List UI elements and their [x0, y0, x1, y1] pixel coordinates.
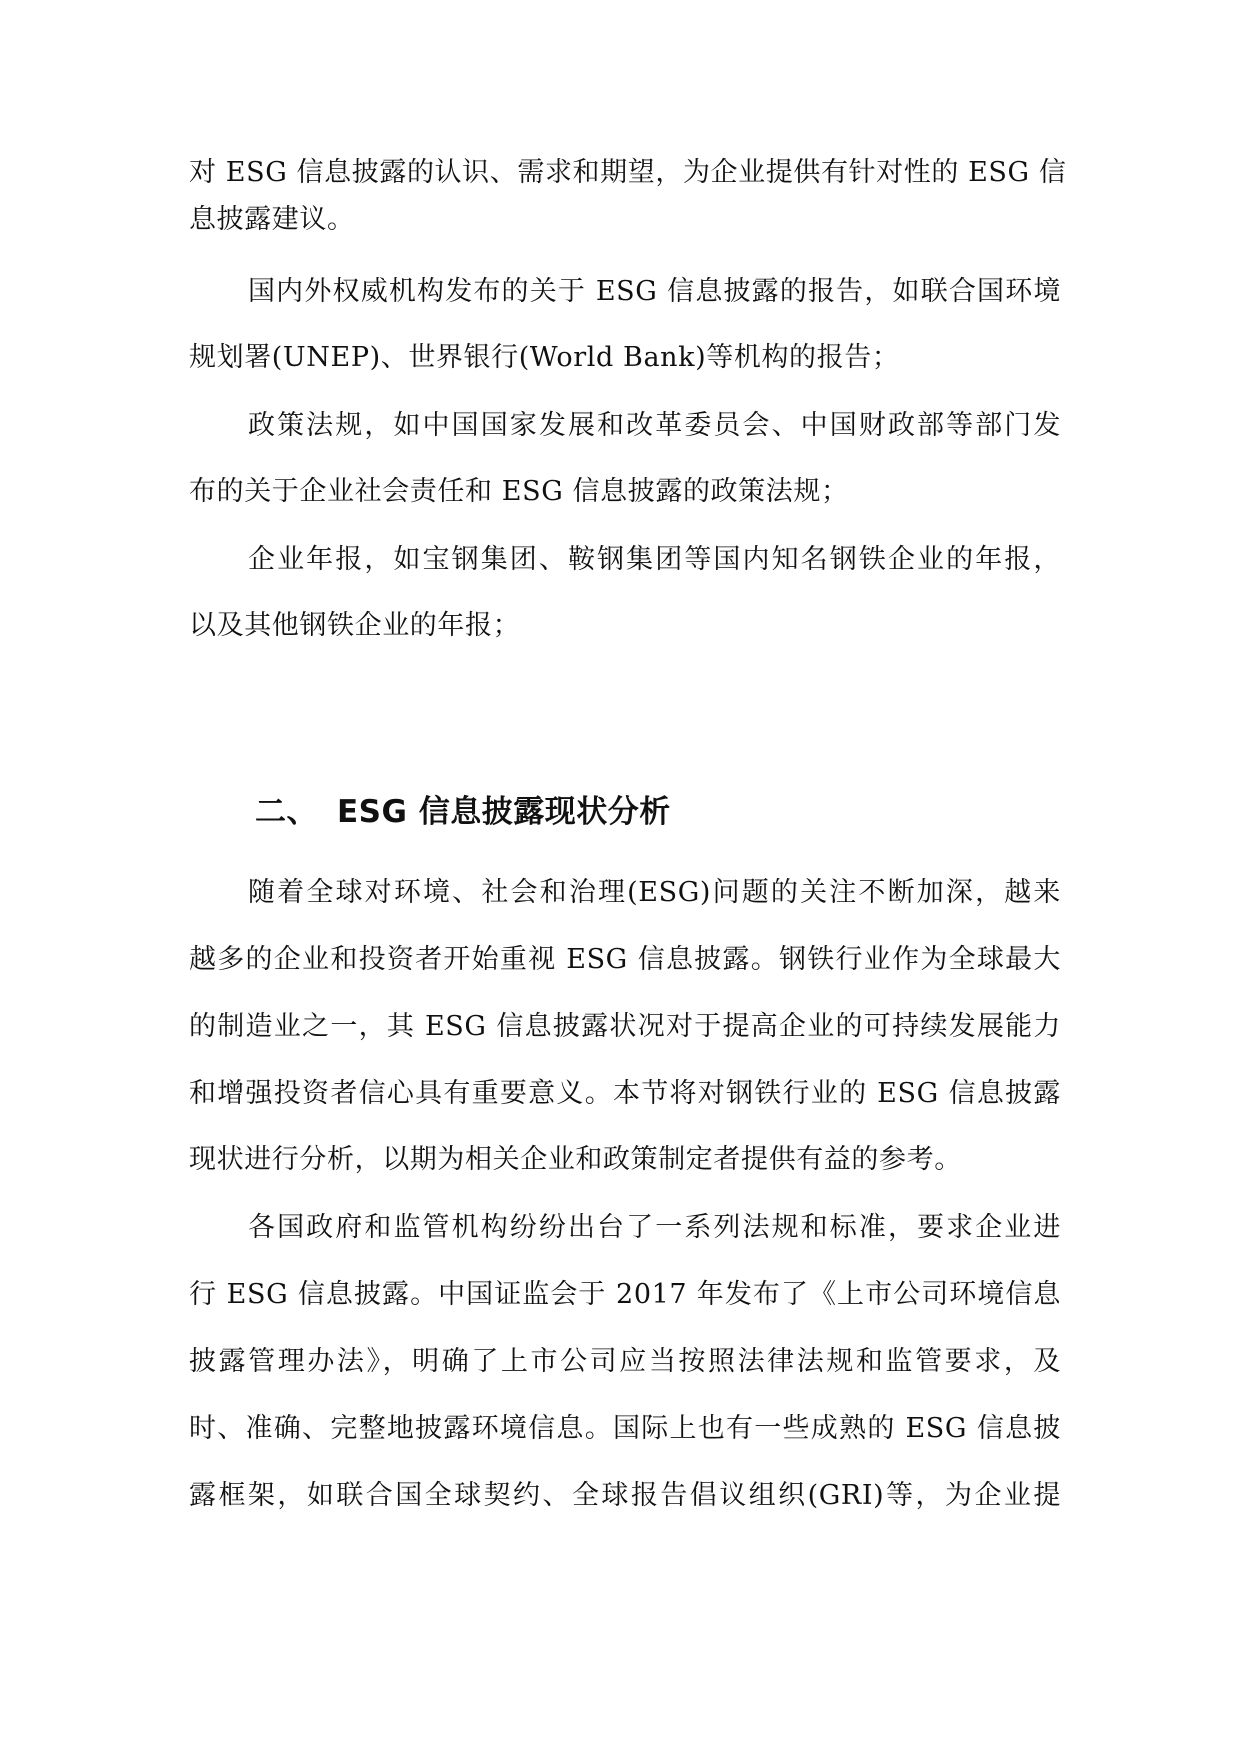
paragraph-line: 国内外权威机构发布的关于 ESG 信息披露的报告，如联合国环境: [248, 276, 1061, 307]
paragraph-line: 和增强投资者信心具有重要意义。本节将对钢铁行业的 ESG 信息披露: [189, 1078, 1061, 1109]
paragraph-line: 政策法规，如中国国家发展和改革委员会、中国财政部等部门发: [248, 410, 1061, 441]
paragraph-line: 规划署(UNEP)、世界银行(World Bank)等机构的报告；: [189, 342, 900, 373]
paragraph-line: 企业年报，如宝钢集团、鞍钢集团等国内知名钢铁企业的年报，: [248, 544, 1061, 575]
paragraph-line: 布的关于企业社会责任和 ESG 信息披露的政策法规；: [189, 476, 849, 507]
paragraph-line: 露框架，如联合国全球契约、全球报告倡议组织(GRI)等，为企业提: [189, 1480, 1061, 1511]
paragraph-line: 对 ESG 信息披露的认识、需求和期望，为企业提供有针对性的 ESG 信: [189, 157, 1067, 188]
section-title: ESG 信息披露现状分析: [337, 794, 671, 830]
paragraph-line: 以及其他钢铁企业的年报；: [189, 610, 521, 641]
paragraph-line: 披露管理办法》，明确了上市公司应当按照法律法规和监管要求，及: [189, 1346, 1061, 1377]
paragraph-line: 现状进行分析，以期为相关企业和政策制定者提供有益的参考。: [189, 1144, 962, 1175]
section-heading: [255, 790, 671, 834]
paragraph-line: 各国政府和监管机构纷纷出台了一系列法规和标准，要求企业进: [248, 1212, 1061, 1243]
section-number: 二、: [255, 794, 318, 830]
paragraph-line: 越多的企业和投资者开始重视 ESG 信息披露。钢铁行业作为全球最大: [189, 944, 1061, 975]
paragraph-line: 息披露建议。: [189, 204, 355, 235]
paragraph-line: 时、准确、完整地披露环境信息。国际上也有一些成熟的 ESG 信息披: [189, 1413, 1061, 1444]
paragraph-line: 随着全球对环境、社会和治理(ESG)问题的关注不断加深，越来: [248, 877, 1061, 908]
paragraph-line: 的制造业之一，其 ESG 信息披露状况对于提高企业的可持续发展能力: [189, 1011, 1061, 1042]
paragraph-line: 行 ESG 信息披露。中国证监会于 2017 年发布了《上市公司环境信息: [189, 1279, 1061, 1310]
